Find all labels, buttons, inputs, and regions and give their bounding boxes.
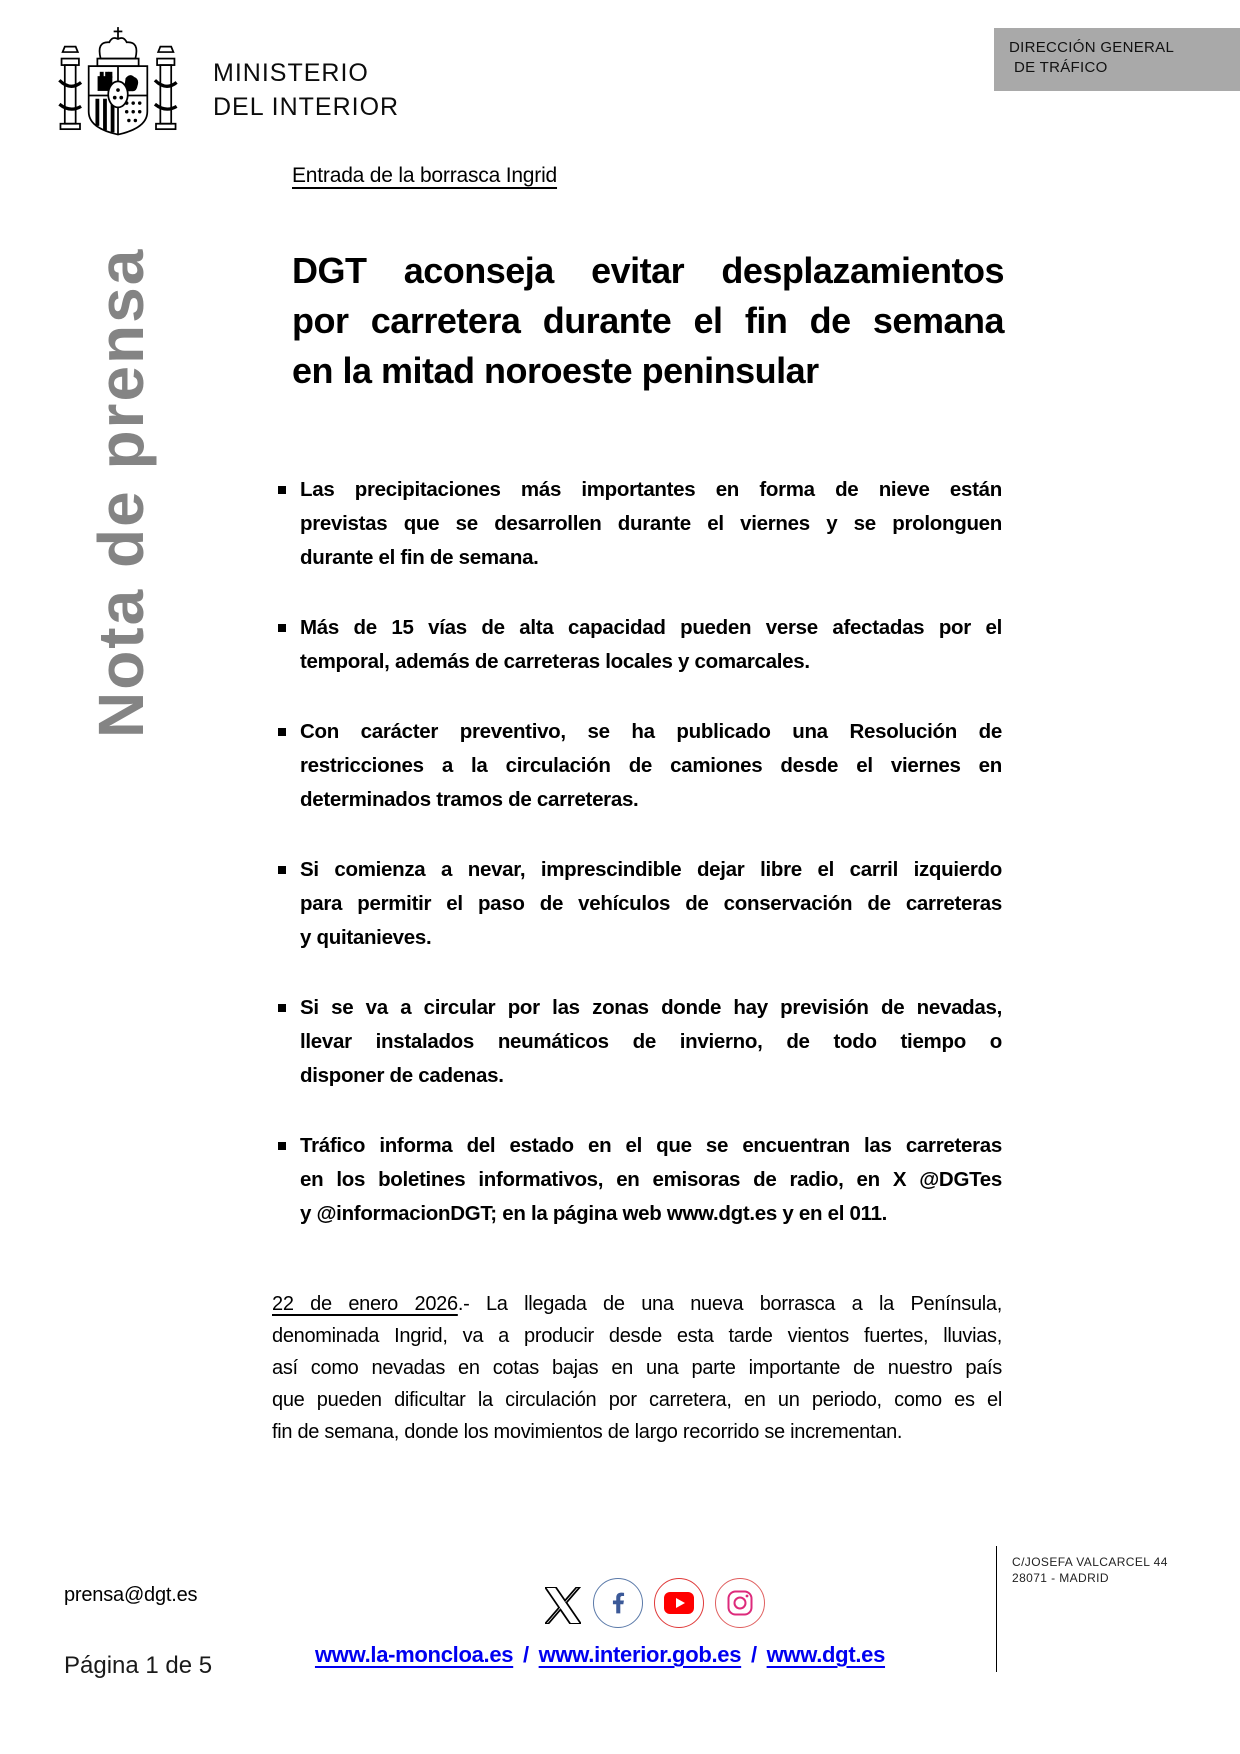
list-item: Tráfico informa del estado en el que se encuentran las carreteras en los boletines informativos, en emisoras de radio, en X @DGTes y @informacionDGT; en la página web www.dgt.es y en el 011. <box>272 1129 1002 1231</box>
dateline: 22 de enero 2026 <box>272 1293 458 1315</box>
list-item: Las precipitaciones más importantes en forma de nieve están previstas que se desarrollen durante el viernes y se prolonguen durante el fin de semana. <box>272 473 1002 575</box>
facebook-icon[interactable] <box>593 1578 643 1628</box>
list-item: Más de 15 vías de alta capacidad pueden verse afectadas por el temporal, además de carreteras locales y comarcales. <box>272 611 1002 679</box>
summary-bullet-list <box>272 473 1002 1267</box>
bullet-icon <box>278 1004 286 1012</box>
list-item: Con carácter preventivo, se ha publicado una Resolución de restricciones a la circulación de camiones desde el viernes en determinados tramos de carreteras. <box>272 715 1002 817</box>
kicker-headline: Entrada de la borrasca Ingrid <box>292 164 558 187</box>
bullet-icon <box>278 866 286 874</box>
page-indicator: Página 1 de 5 <box>64 1652 213 1679</box>
press-email: prensa@dgt.es <box>64 1584 198 1606</box>
x-twitter-icon[interactable] <box>545 1587 581 1624</box>
link-la-moncloa[interactable]: www.la-moncloa.es <box>314 1642 514 1667</box>
office-address: C/JOSEFA VALCARCEL 44 28071 - MADRID <box>1012 1555 1168 1585</box>
body-paragraph: 22 de enero 2026.- La llegada de una nueva borrasca a la Península, denominada Ingrid, va a producir desde esta tarde vientos fuertes, lluvias, así como nevadas en cotas bajas en una parte importante de nuestro país que pueden dificultar la circulación por carretera, en un periodo, como es el fin de semana, donde los movimientos de largo recorrido se incrementan. <box>272 1293 1002 1443</box>
department-badge: DIRECCIÓN GENERAL DE TRÁFICO <box>994 28 1240 91</box>
link-separator: / <box>523 1642 529 1667</box>
spain-coat-of-arms-icon <box>58 26 178 140</box>
ministry-name: MINISTERIO DEL INTERIOR <box>213 59 400 121</box>
youtube-icon[interactable] <box>654 1578 704 1628</box>
bullet-icon <box>278 486 286 494</box>
list-item: Si comienza a nevar, imprescindible dejar libre el carril izquierdo para permitir el paso de vehículos de conservación de carreteras y quitanieves. <box>272 853 1002 955</box>
press-release-vertical-label: Nota de prensa <box>85 247 157 738</box>
bullet-icon <box>278 1142 286 1150</box>
instagram-icon[interactable] <box>715 1578 765 1628</box>
footer-divider-line <box>996 1546 997 1672</box>
link-dgt[interactable]: www.dgt.es <box>766 1642 886 1667</box>
link-interior[interactable]: www.interior.gob.es <box>538 1642 742 1667</box>
footer-links <box>300 1642 900 1668</box>
bullet-icon <box>278 624 286 632</box>
page-title: DGT aconseja evitar desplazamientos por carretera durante el fin de semana en la mitad noroeste peninsular <box>292 250 1004 391</box>
bullet-icon <box>278 728 286 736</box>
social-icons <box>545 1578 776 1628</box>
link-separator: / <box>750 1642 757 1667</box>
list-item: Si se va a circular por las zonas donde hay previsión de nevadas, llevar instalados neumáticos de invierno, de todo tiempo o disponer de cadenas. <box>272 991 1002 1093</box>
